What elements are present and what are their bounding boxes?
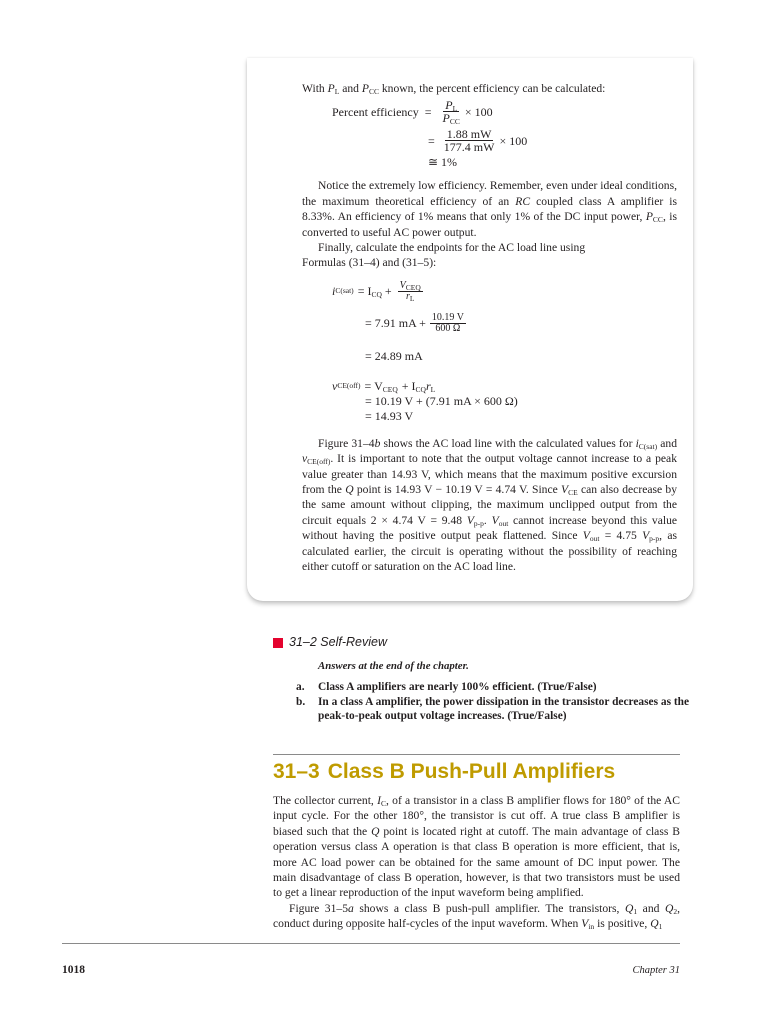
footer-rule — [62, 943, 680, 944]
efficiency-fraction: $\frac{P_L}{P_{CC}}$ — [442, 98, 460, 127]
section-paragraph-1: The collector current, $I_C$, of a transistor in a class B amplifier flows for 180° of the AC input cycle. For the other 180°, the transistor is cut off. A true class B amplifier is biased such that the Q point is located right at cutoff. The main advantage of class B operation versus class A operation is that class B operation is more efficient, that is, more AC load power can be obtained for the same amount of DC input power. The main disadvantage of class B operation, however, is that two transistors must be used to get a linear reproduction of the input waveform being amplified. — [273, 794, 681, 900]
efficiency-values-fraction: $\frac{1.88 mW}{177.4 mW}$ — [443, 127, 495, 155]
times-100: × 100 — [464, 104, 493, 119]
self-review-title: 31–2 Self-Review — [289, 635, 387, 649]
example-box — [247, 58, 693, 601]
section-rule — [273, 754, 680, 755]
efficiency-equation-values: = $\frac{1.88 mW}{177.4 mW}$ × 100 — [428, 127, 528, 155]
efficiency-result: ≅ 1% — [428, 155, 458, 170]
vceq-value-fraction: $\frac{10.19 V}{600 \Omega}$ — [431, 311, 464, 334]
page-number: 1018 — [62, 964, 85, 976]
efficiency-intro: With $P_L$ and $P_{CC}$ known, the percent efficiency can be calculated: — [302, 82, 606, 96]
section-body — [273, 793, 680, 932]
vce-off-equation: v CE(off) = $V_{CEQ}$ + $I_{CQ}r_L$ = 10.19 V + (7.91 mA × 600 Ω) = 14.93 V — [332, 378, 518, 423]
times-100-second: × 100 — [499, 133, 528, 148]
self-review-marker — [273, 638, 283, 648]
efficiency-equation: Percent efficiency = $\frac{P_L}{P_{CC}}$ × 100 — [332, 98, 493, 127]
self-review-answers-note: Answers at the end of the chapter. — [318, 660, 469, 672]
paragraph-low-efficiency: Notice the extremely low efficiency. Remember, even under ideal conditions, the maximum theoretical efficiency of an RC coupled class A amplifier is 8.33%. An efficiency of 1% means that only 1% of the DC input power, $P_{CC}$, is converted to useful AC power output. — [302, 179, 677, 239]
vceq-over-rl: $\frac{V_{CEQ}}{r_L}$ — [399, 279, 421, 303]
section-paragraph-2: Figure 31–5a shows a class B push-pull amplifier. The transistors, $Q_1$ and $Q_2$, conduct during opposite half-cycles of the input waveform. When $V_{in}$ is positive, $Q_1$ — [273, 901, 680, 932]
efficiency-label: Percent efficiency — [332, 104, 419, 119]
ic-sat-equation: i C(sat) = $I_{CQ}$ + $\frac{V_{CEQ}}{r_L}$ = 7.91 mA + $\frac{10.19 V}{600 \Omega}$ = 24.89 mA — [332, 279, 464, 363]
paragraph-load-line: Figure 31–4b shows the AC load line with the calculated values for $i_{C(sat)}$ and $v_{CE(off)}$. It is important to note that the output voltage cannot increase to a peak value greater than 14.93 V, which means that the maximum positive excursion from the Q point is 14.93 V − 10.19 V = 4.74 V. Since $V_{CE}$ can also decrease by the same amount without clipping, the maximum unclipped output from the circuit equals 2 × 4.74 V = 9.48 $V_{p-p}$. $V_{out}$ cannot increase beyond this value without having the positive output peak flattened. Since $V_{out} = 4.75$ $V_{p-p}$, as calculated earlier, the circuit is operating without the possibility of reaching either cutoff or saturation on the AC load line. — [302, 436, 678, 574]
chapter-label: Chapter 31 — [632, 965, 680, 976]
paragraph-endpoints: Finally, calculate the endpoints for the AC load line using Formulas (31–4) and (31–5): — [302, 241, 586, 270]
section-heading: 31–3 Class B Push-Pull Amplifiers — [273, 760, 616, 783]
